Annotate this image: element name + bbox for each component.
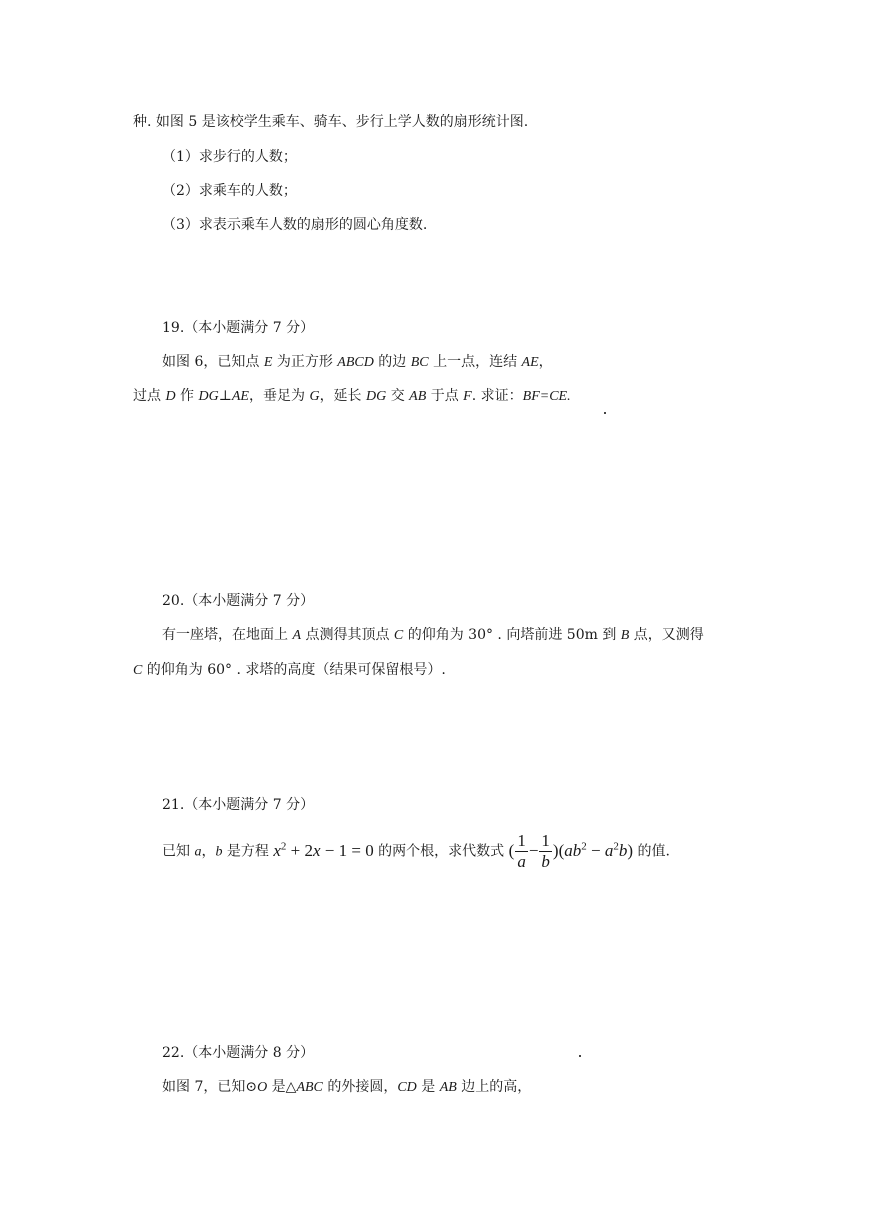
q22-header: 22.（本小题满分 8 分） [162,1045,315,1061]
stray-mark [604,412,606,414]
q22-line1: 如图 7，已知⊙O 是△ABC 的外接圆，CD 是 AB 边上的高， [162,1079,532,1095]
equation: $x^2 + 2x - 1 = 0$ [273,840,374,860]
q18-part1: （1）求步行的人数； [162,149,297,165]
q20-line1: 有一座塔，在地面上 A 点测得其顶点 C 的仰角为 30° . 向塔前进 50m 到 B 点，又测得 [162,627,704,643]
q20-line2: C 的仰角为 60° . 求塔的高度（结果可保留根号）. [133,662,446,678]
q21-line1: 已知 a，b 是方程 $x^2 + 2x - 1 = 0$ 的两个根，求代数式 ( $\frac{1}{a}$ − $\frac{1}{b}$ )$(ab^2 - a^2b)$ 的值. [162,831,670,872]
q19-line2: 过点 D 作 DG⊥AE，垂足为 G，延长 DG 交 AB 于点 F. 求证：BF=CE. [133,388,571,404]
q20-header: 20.（本小题满分 7 分） [162,593,315,609]
q21-header: 21.（本小题满分 7 分） [162,797,315,813]
stray-mark [579,1055,581,1057]
q19-header: 19.（本小题满分 7 分） [162,320,315,336]
q19-line1: 如图 6，已知点 E 为正方形 ABCD 的边 BC 上一点，连结 AE， [162,354,553,370]
fraction-1-over-b: $\frac{1}{b}$ [541,831,550,872]
expression: ( $\frac{1}{a}$ − $\frac{1}{b}$ )$(ab^2 - a^2b)$ [508,831,633,872]
fraction-1-over-a: $\frac{1}{a}$ [517,831,526,872]
q18-part2: （2）求乘车的人数； [162,183,297,199]
q18-intro: 种. 如图 5 是该校学生乘车、骑车、步行上学人数的扇形统计图. [133,114,529,130]
q18-part3: （3）求表示乘车人数的扇形的圆心角度数. [162,217,428,233]
